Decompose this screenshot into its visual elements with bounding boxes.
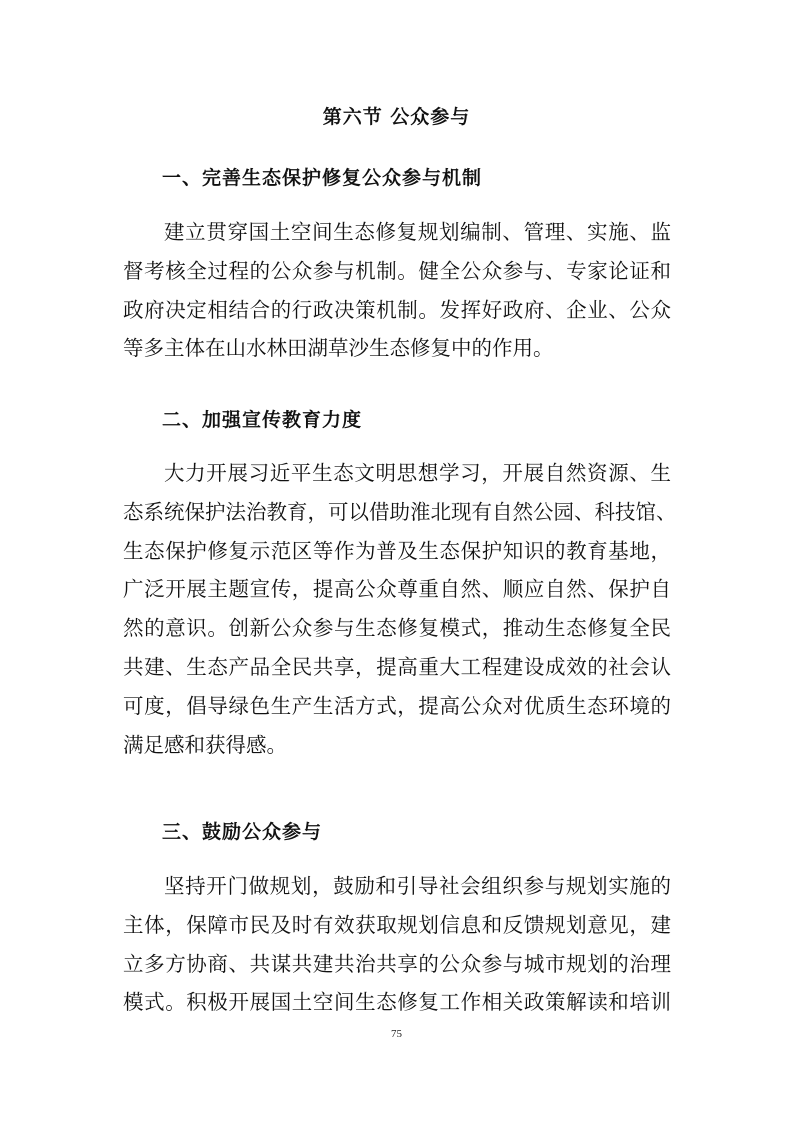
paragraph-line: 建立贯穿国土空间生态修复规划编制、管理、实施、监 — [164, 220, 671, 244]
paragraph-1 — [123, 213, 671, 368]
paragraph-line: 生态保护修复示范区等作为普及生态保护知识的教育基地， — [123, 538, 671, 563]
heading-1: 一、完善生态保护修复公众参与机制 — [162, 167, 483, 189]
section-title: 第六节 公众参与 — [322, 106, 471, 128]
paragraph-line: 督考核全过程的公众参与机制。健全公众参与、专家论证和 — [123, 258, 671, 283]
paragraph-line: 主体，保障市民及时有效获取规划信息和反馈规划意见，建 — [123, 912, 671, 937]
paragraph-3 — [123, 867, 671, 1022]
heading-2: 二、加强宣传教育力度 — [162, 409, 363, 431]
paragraph-2 — [123, 454, 677, 764]
paragraph-line: 立多方协商、共谋共建共治共享的公众参与城市规划的治理 — [123, 951, 671, 976]
paragraph-line: 模式。积极开展国土空间生态修复工作相关政策解读和培训 — [123, 990, 671, 1015]
paragraph-line: 态系统保护法治教育，可以借助淮北现有自然公园、科技馆、 — [123, 499, 677, 524]
paragraph-line: 坚持开门做规划，鼓励和引导社会组织参与规划实施的 — [164, 874, 671, 898]
paragraph-line: 共建、生态产品全民共享，提高重大工程建设成效的社会认 — [123, 654, 671, 679]
paragraph-line: 满足感和获得感。 — [123, 732, 287, 757]
paragraph-line: 广泛开展主题宣传，提高公众尊重自然、顺应自然、保护自 — [123, 577, 671, 602]
page-number: 75 — [391, 1028, 402, 1040]
paragraph-line: 然的意识。创新公众参与生态修复模式，推动生态修复全民 — [123, 616, 671, 641]
paragraph-line: 大力开展习近平生态文明思想学习，开展自然资源、生 — [164, 461, 671, 485]
paragraph-line: 等多主体在山水林田湖草沙生态修复中的作用。 — [123, 336, 554, 361]
paragraph-line: 政府决定相结合的行政决策机制。发挥好政府、企业、公众 — [123, 297, 671, 322]
heading-3: 三、鼓励公众参与 — [162, 821, 323, 843]
paragraph-line: 可度，倡导绿色生产生活方式，提高公众对优质生态环境的 — [123, 693, 671, 718]
